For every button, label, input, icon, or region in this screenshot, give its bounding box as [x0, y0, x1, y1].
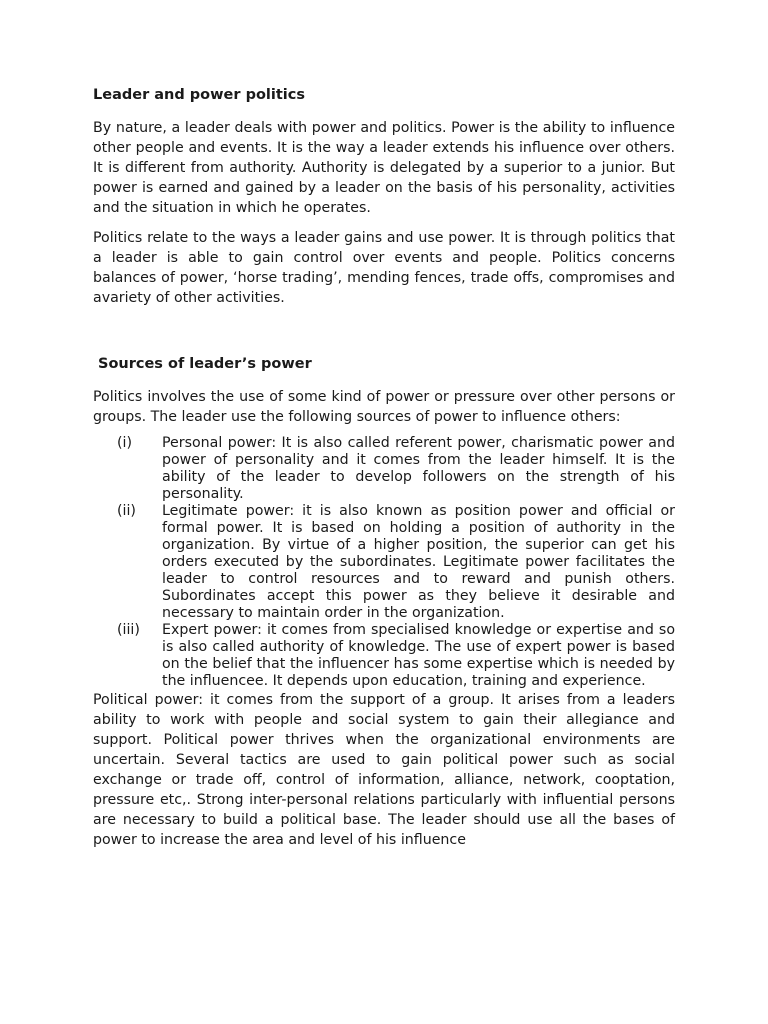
list-item-text: Legitimate power: it is also known as position power and official or formal power. It is based on holding a position of authority in the organization. By virtue of a higher position, the superior can get his orders executed by the subordinates. Legitimate power facilitates the leader to control resources and to reward and punish others. Subordinates accept this power as they believe it desirable and necessary to maintain order in the organization.	[162, 503, 675, 621]
list-marker: (i)	[117, 435, 133, 451]
paragraph-politics: Politics relate to the ways a leader gains and use power. It is through politics that a leader is able to gain control over events and people. Politics concerns balances of power, ‘horse trading’, mending fences, trade offs, compromises and avariety of other activities.	[93, 230, 675, 306]
section-heading-sources: Sources of leader’s power	[98, 356, 312, 372]
list-marker: (ii)	[117, 503, 136, 519]
section-heading-leader-power: Leader and power politics	[93, 87, 305, 103]
list-item-text: Expert power: it comes from specialised knowledge or expertise and so is also called authority of knowledge. The use of expert power is based on the belief that the influencer has some expertise which is needed by the influencee. It depends upon education, training and experience.	[162, 622, 675, 689]
list-item	[93, 503, 675, 622]
paragraph-political-power: Political power: it comes from the support of a group. It arises from a leaders ability to work with people and social system to gain their allegiance and support. Political power thrives when the organizational environments are uncertain. Several tactics are used to gain political power such as social exchange or trade off, control of information, alliance, network, cooptation, pressure etc,. Strong inter-personal relations particularly with influential persons are necessary to build a political base. The leader should use all the bases of power to increase the area and level of his influence	[93, 692, 675, 848]
list-item	[93, 622, 675, 690]
list-marker: (iii)	[117, 622, 140, 638]
paragraph-sources-intro: Politics involves the use of some kind of power or pressure over other persons or groups. The leader use the following sources of power to influence others:	[93, 389, 675, 425]
list-item	[93, 435, 675, 503]
paragraph-power-definition: By nature, a leader deals with power and politics. Power is the ability to influence other people and events. It is the way a leader extends his influence over others. It is different from authority. Authority is delegated by a superior to a junior. But power is earned and gained by a leader on the basis of his personality, activities and the situation in which he operates.	[93, 120, 675, 216]
document-page	[93, 84, 675, 850]
power-sources-list	[93, 435, 675, 690]
list-item-text: Personal power: It is also called referent power, charismatic power and power of personality and it comes from the leader himself. It is the ability of the leader to develop followers on the strength of his personality.	[162, 435, 675, 502]
